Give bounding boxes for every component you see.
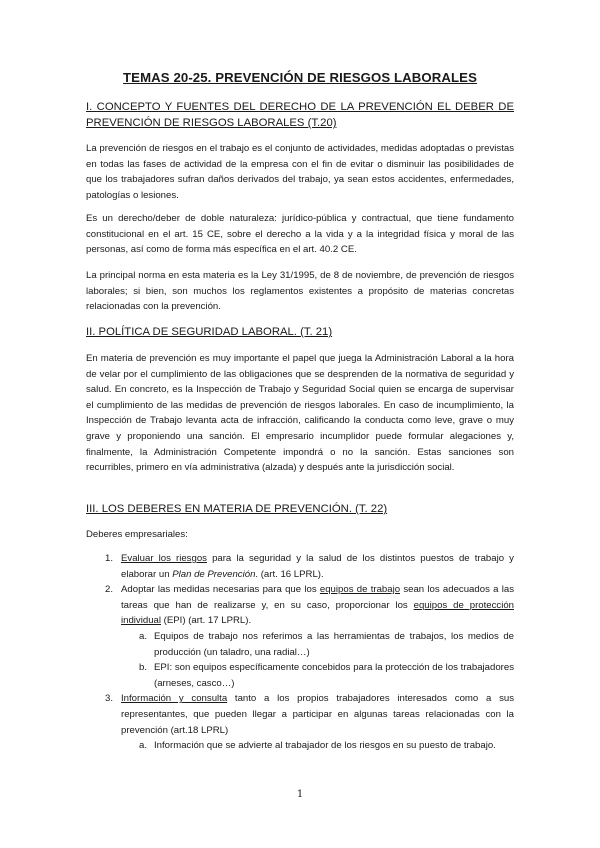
list-item-text: sean los adecuados a las tareas que han de realizarse y, en su caso, proporcionar los <box>121 584 515 611</box>
section-3-intro: Deberes empresariales: <box>86 529 188 540</box>
list-item <box>86 551 514 582</box>
section-1-paragraph-1: La prevención de riesgos en el trabajo es el conjunto de actividades, medidas adoptadas o previstas en todas las fases de actividad de la empresa con el fin de evitar o disminuir las posibilidades de que los trabajadores sufran daños derivados del trabajo, ya sean estos accidentes, enfermedades, patologías o lesiones. <box>86 143 514 201</box>
document-title: TEMAS 20-25. PREVENCIÓN DE RIESGOS LABORALES <box>123 70 477 85</box>
sub-list-item-text: Equipos de trabajo nos referimos a las herramientas de trabajos, los medios de producción (un taladro, una radial…) <box>154 630 514 658</box>
sub-list <box>121 629 514 691</box>
list-item-number: 1. <box>105 553 114 564</box>
section-2-paragraph-1: En materia de prevención es muy importante el papel que juega la Administración Laboral a la hora de velar por el cumplimiento de las obligaciones que se desprenden de la normativa de seguridad y salud. En concreto, es la Inspección de Trabajo y Seguridad Social quien se encarga de supervisar el cumplimiento de las medidas de prevención de riesgos laborales. En caso de incumplimiento, la Inspección de Trabajo levanta acta de infracción, calificando la conducta como leve, grave o muy grave y proponiendo una sanción. El empresario incumplidor puede formular alegaciones y, finalmente, la Administración Competente impondrá o no la sanción. Estas sanciones son recurribles, primero en vía administrativa (alzada) y después ante la jurisdicción social. <box>86 353 514 474</box>
list-item-number: 2. <box>105 584 114 596</box>
emphasis-text: Información y consulta <box>121 693 228 705</box>
list-item-text: (EPI) (art. 17 LPRL). <box>161 615 252 627</box>
list-item-number: 3. <box>105 693 114 705</box>
sub-list-item <box>86 660 514 691</box>
sub-list-item <box>86 629 514 660</box>
list-item <box>86 691 514 753</box>
section-1-paragraph-2: Es un derecho/deber de doble naturaleza: jurídico-pública y contractual, que tiene fundamento constitucional en el art. 15 CE, sobre el derecho a la vida y a la integridad física y moral de las personas, así como de forma más específica en el art. 40.2 CE. <box>86 213 514 256</box>
emphasis-text: Evaluar los riesgos <box>121 553 207 564</box>
sub-list-item-letter: a. <box>139 630 148 642</box>
section-3-heading: III. LOS DEBERES EN MATERIA DE PREVENCIÓN. (T. 22) <box>86 503 388 515</box>
emphasis-text: equipos de trabajo <box>319 584 401 596</box>
sub-list-item-letter: a. <box>139 740 148 752</box>
sub-list-item-text: Información que se advierte al trabajador de los riesgos en su puesto de trabajo. <box>154 740 496 752</box>
sub-list-item-text: EPI: son equipos específicamente concebidos para la protección de los trabajadores (arneses, casco…) <box>154 662 514 689</box>
section-1-heading: I. CONCEPTO Y FUENTES DEL DERECHO DE LA PREVENCIÓN EL DEBER DE PREVENCIÓN DE RIESGOS LABORALES (T.20) <box>86 101 514 129</box>
list-item-text: tanto a los propios trabajadores interesados como a sus representantes, que pueden llegar a participar en algunas tareas relacionadas con la prevención (art.18 LPRL) <box>121 693 514 736</box>
sub-list <box>121 738 514 754</box>
section-1-paragraph-3: La principal norma en esta materia es la Ley 31/1995, de 8 de noviembre, de prevención de riesgos laborales; si bien, son muchos los reglamentos existentes a propósito de materias concretas relacionadas con la prevención. <box>86 270 514 313</box>
list-item-text: . (art. 16 LPRL). <box>255 568 324 580</box>
sub-list-item <box>86 738 514 754</box>
emphasis-text: equipos de protección individual <box>121 599 514 627</box>
duties-list <box>86 551 514 754</box>
page-number: 1 <box>296 789 304 800</box>
emphasis-text: Plan de Prevención <box>172 568 256 580</box>
list-item-text: Adoptar las medidas necesarias para que los <box>121 584 320 596</box>
sub-list-item-letter: b. <box>139 662 148 674</box>
list-item-text: para la seguridad y la salud de los distintos puestos de trabajo y elaborar un <box>121 553 514 580</box>
section-2-heading: II. POLÍTICA DE SEGURIDAD LABORAL. (T. 21) <box>86 326 333 338</box>
list-item <box>86 582 514 691</box>
